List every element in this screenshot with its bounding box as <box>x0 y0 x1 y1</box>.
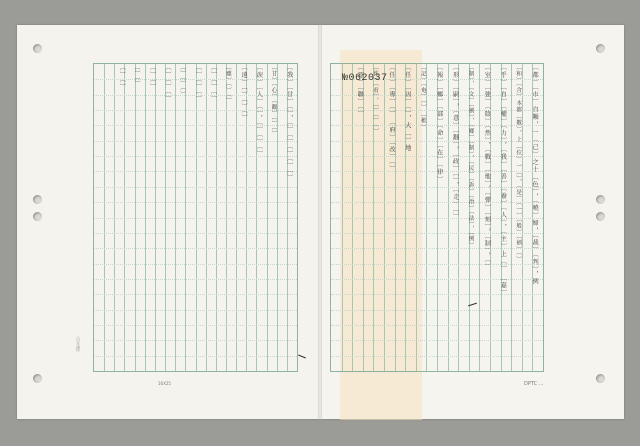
handwritten-column: 〔制〕，〔文〕〔劍〕，〔鄉〕〔制〕，〔民〕〔訴〕〔治〕〔法〕，〔例〕 <box>467 64 474 249</box>
handwritten-column: 〔〕〔〕〔〕 <box>209 64 217 103</box>
right-manuscript-grid <box>330 63 544 372</box>
punch-hole <box>596 212 605 221</box>
punch-hole <box>596 374 605 383</box>
handwritten-column: 〔報〕〔鄉〕〔部〕〔命〕〔在〕〔律〕 <box>435 64 443 184</box>
handwritten-column: 〔〕〔〕 <box>118 64 126 91</box>
punch-hole <box>596 195 605 204</box>
handwritten-column: 〔和〕〔含〕本都〔數〕，上〔位〕一〔〕，〔是〕〔一〕〔般〕〔劍〕〔〕 <box>515 64 522 263</box>
handwritten-column: 〔〕〔〕 <box>133 64 140 88</box>
handwritten-column: 〔甘〕〔心〕〔觀〕〔〕〔〕 <box>270 64 277 138</box>
archive-stamp-number: №062037 <box>342 73 388 84</box>
page-fold <box>318 25 322 419</box>
handwritten-column: 〔〕〔〕〔〕 <box>179 64 186 98</box>
punch-hole <box>33 195 42 204</box>
handwritten-column: 〔任〕〔專〕〔〕 〔府〕〔改〕〔〕 <box>388 64 395 173</box>
handwritten-column: 〔〕〔〕 <box>148 64 156 91</box>
left-manuscript-grid <box>93 63 298 372</box>
handwritten-column: 〔室〕〔強〕〔陰〕〔然〕，〔戰〕〔地〕，〔彈〕〔刻〕，〔制〕，〔〕 <box>483 64 491 272</box>
handwritten-column: 〔我〕〔甘〕〔〕，〔〕〔〕〔〕〔〕〔〕 <box>285 64 293 182</box>
document-id: DPTC ... <box>524 381 544 387</box>
punch-hole <box>33 374 42 383</box>
punch-hole <box>596 44 605 53</box>
punch-hole <box>33 212 42 221</box>
handwritten-column: 〔雖〕〔〕〔〕 <box>224 64 231 104</box>
handwritten-column: 〔〕〔〕〔〕 <box>163 64 171 103</box>
handwritten-column: 〔任〕〔因〕〔〕，大〔〕地 <box>403 64 411 153</box>
handwritten-column: 〔乎〕〔自〕〔權〕〔力〕，〔我〕〔善〕〔養〕〔人〕，〔主〕上〔〕 〔嘉〕 <box>499 64 507 297</box>
handwritten-column: 〔形〕〔嗣〕，〔意〕〔翻〕，〔政〕〔〕，〔走〕〔〕 <box>451 64 459 221</box>
handwritten-column: 〔作〕〔看〕，〔〕〔〕〔〕 <box>372 64 379 135</box>
handwritten-column: 〔遠〕〔〕〔〕〔〕 <box>240 64 248 123</box>
margin-note: 《日月潭》 <box>76 334 81 354</box>
handwritten-column: 〔〕〔〕〔〕 <box>194 64 202 103</box>
handwritten-column: 〔認〕〔聯〕〔〕 <box>356 64 364 118</box>
handwritten-column: 〔都〕〔市〕自艱，一〔己〕之十〔色〕，〔曉〕婦，〔裁〕〔判〕，例 <box>531 64 539 286</box>
sheet-code: 16X25 <box>158 381 171 386</box>
punch-hole <box>33 44 42 53</box>
handwritten-column: 〔記〕〔奄〕〔〕 〔稚〕 <box>419 64 426 131</box>
handwritten-column: 〔淚〕〔人〕〔〕，〔〕〔〕〔〕 <box>255 64 263 158</box>
